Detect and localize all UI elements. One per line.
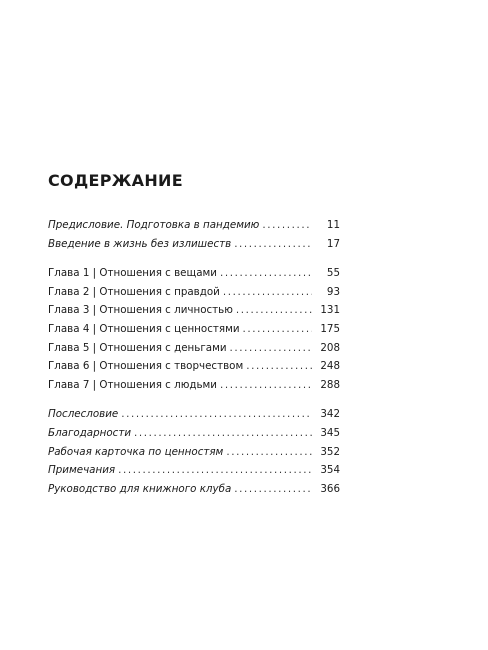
toc-entry-page: 17	[326, 237, 340, 250]
toc-entry[interactable]	[48, 443, 340, 462]
dot-leader	[262, 216, 312, 235]
dot-leader	[243, 320, 312, 339]
toc-entry-label: Глава 3 | Отношения с личностью	[48, 304, 233, 317]
toc-entry-label: Примечания	[48, 464, 116, 477]
toc-entry[interactable]	[48, 405, 340, 424]
dot-leader	[236, 301, 312, 320]
toc-entry[interactable]	[48, 339, 340, 358]
toc-entry-page: 248	[320, 360, 340, 373]
toc-entry-label: Глава 4 | Отношения с ценностями	[48, 322, 240, 335]
toc-entry[interactable]	[48, 320, 340, 339]
toc-entry[interactable]	[48, 480, 340, 499]
toc-entry-label: Глава 5 | Отношения с деньгами	[48, 341, 227, 354]
toc-entry-label: Глава 6 | Отношения с творчеством	[48, 360, 244, 373]
dot-leader	[246, 357, 312, 376]
table-of-contents	[48, 216, 340, 498]
toc-entry-page: 131	[320, 304, 340, 317]
toc-entry-label: Введение в жизнь без излишеств	[48, 237, 232, 250]
dot-leader	[220, 264, 312, 283]
toc-entry-page: 352	[320, 445, 340, 458]
toc-entry[interactable]	[48, 216, 340, 235]
toc-entry[interactable]	[48, 376, 340, 395]
toc-entry[interactable]	[48, 461, 340, 480]
toc-entry-label: Благодарности	[48, 426, 132, 439]
dot-leader	[234, 235, 312, 254]
toc-entry-page: 366	[320, 482, 340, 495]
toc-entry-page: 55	[326, 267, 340, 280]
toc-entry-label: Руководство для книжного клуба	[48, 482, 232, 495]
toc-group-front-matter	[48, 216, 340, 253]
toc-entry-page: 345	[320, 426, 340, 439]
dot-leader	[121, 405, 312, 424]
toc-entry-label: Глава 2 | Отношения с правдой	[48, 285, 220, 298]
toc-entry-page: 11	[326, 219, 340, 231]
dot-leader	[234, 480, 312, 499]
toc-entry[interactable]	[48, 264, 340, 283]
toc-entry[interactable]	[48, 357, 340, 376]
toc-entry-page: 93	[326, 285, 340, 298]
dot-leader	[118, 461, 312, 480]
toc-entry-label: Глава 1 | Отношения с вещами	[48, 267, 217, 280]
toc-entry-label: Рабочая карточка по ценностям	[48, 445, 224, 458]
toc-entry-page: 208	[320, 341, 340, 354]
toc-entry[interactable]	[48, 424, 340, 443]
toc-entry-label: Послесловие	[48, 408, 119, 421]
toc-entry-label: Предисловие. Подготовка в пандемию	[48, 219, 260, 231]
page-title: СОДЕРЖАНИЕ	[48, 171, 183, 190]
toc-group-chapters	[48, 264, 340, 394]
toc-entry-page: 175	[320, 322, 340, 335]
toc-entry-label: Глава 7 | Отношения с людьми	[48, 378, 218, 391]
toc-entry-page: 288	[320, 378, 340, 391]
toc-entry[interactable]	[48, 301, 340, 320]
toc-entry-page: 342	[320, 408, 340, 421]
dot-leader	[226, 443, 312, 462]
toc-group-back-matter	[48, 405, 340, 498]
dot-leader	[220, 376, 312, 395]
dot-leader	[134, 424, 312, 443]
toc-entry[interactable]	[48, 283, 340, 302]
dot-leader	[230, 339, 312, 358]
toc-entry[interactable]	[48, 235, 340, 254]
toc-entry-page: 354	[320, 464, 340, 477]
dot-leader	[223, 283, 312, 302]
